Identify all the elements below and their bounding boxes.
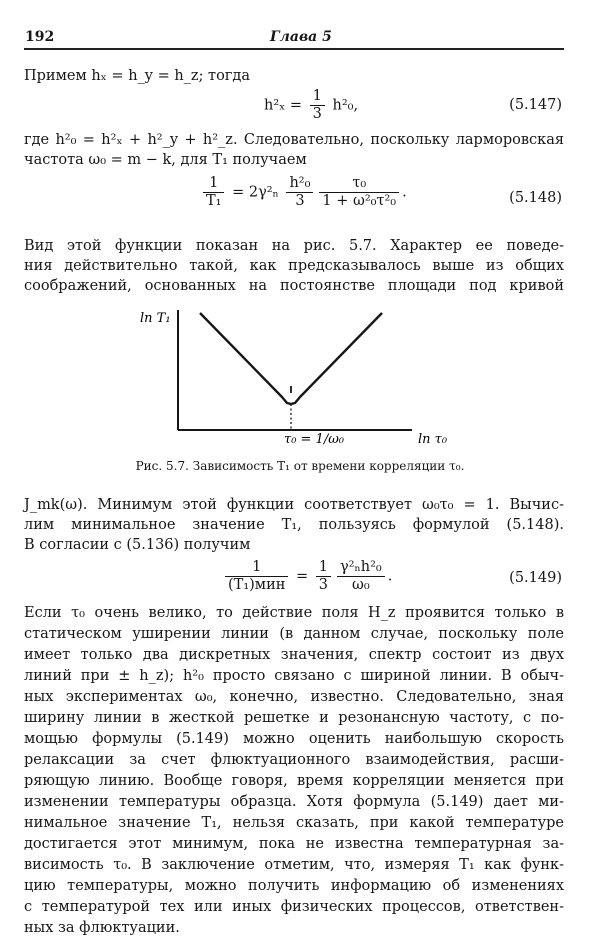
text-line: изменении температуры образца. Хотя формула (5.149) дает ми- bbox=[24, 794, 564, 810]
text-line: ных экспериментах ω₀, конечно, известно. Следовательно, зная bbox=[24, 689, 564, 705]
eq-149-c-num: 1 bbox=[316, 559, 331, 577]
eq-148-lhs-num: 1 bbox=[203, 175, 224, 193]
text-line: мощью формулы (5.149) можно оценить наибольшую скорость bbox=[24, 731, 564, 747]
eq-148-h-num: h²₀ bbox=[286, 175, 313, 193]
eq-147-den: 3 bbox=[312, 106, 322, 122]
eq-149-end: . bbox=[387, 568, 393, 585]
y-axis-label: ln T₁ bbox=[140, 311, 171, 326]
eq-148-lhs-den: T₁ bbox=[206, 193, 222, 209]
equation-number-5-149: (5.149) bbox=[509, 570, 562, 586]
eq-148-h-den: 3 bbox=[295, 193, 305, 209]
text-line: достигается этот минимум, пока не известна температурная за- bbox=[24, 836, 564, 852]
eq-147-num: 1 bbox=[310, 88, 325, 106]
equation-5-149 bbox=[222, 559, 392, 594]
text-line: В согласии с (5.136) получим bbox=[24, 537, 251, 553]
text-line: ширину линии в жесткой решетке и резонансную частоту, с по- bbox=[24, 710, 564, 726]
figure-5-7 bbox=[0, 300, 600, 460]
text-line: с температурой тех или иных физических процессов, ответствен- bbox=[24, 899, 564, 915]
eq-147-lhs: h²ₓ = bbox=[264, 97, 307, 114]
eq-148-t-den: 1 + ω²₀τ²₀ bbox=[322, 193, 397, 209]
intro-line: Примем hₓ = h_y = h_z; тогда bbox=[24, 68, 250, 84]
x-axis-label: ln τ₀ bbox=[418, 432, 448, 447]
text-line: нимальное значение T₁, нельзя сказать, при какой температуре bbox=[24, 815, 564, 831]
eq-149-lhs-den: (T₁)мин bbox=[228, 577, 286, 593]
text-line: имеет только два дискретных значения, спектр состоит из двух bbox=[24, 647, 564, 663]
text-line: Если τ₀ очень велико, то действие поля H_z проявится только в bbox=[24, 605, 564, 621]
equation-5-148 bbox=[200, 175, 407, 210]
page-number: 192 bbox=[25, 29, 55, 45]
figure-caption: Рис. 5.7. Зависимость T₁ от времени корреляции τ₀. bbox=[135, 459, 465, 473]
eq-149-r-num: γ²ₙh²₀ bbox=[337, 559, 385, 577]
eq-147-rhs: h²₀, bbox=[327, 97, 359, 114]
text-line: соображений, основанных на постоянстве площади под кривой bbox=[24, 278, 564, 294]
text-line: Вид этой функции показан на рис. 5.7. Характер ее поведе- bbox=[24, 238, 564, 254]
text-line: висимость τ₀. В заключение отметим, что, измеряя T₁ как функ- bbox=[24, 857, 564, 873]
text-line: частота ω₀ = m − k, для T₁ получаем bbox=[24, 152, 307, 168]
eq-149-eq: = bbox=[291, 568, 313, 585]
text-line: J_mk(ω). Минимум этой функции соответствует ω₀τ₀ = 1. Вычис- bbox=[24, 497, 564, 513]
text-line: ряющую линию. Вообще говоря, время корреляции меняется при bbox=[24, 773, 564, 789]
eq-149-lhs-num: 1 bbox=[225, 559, 288, 577]
equation-number-5-148: (5.148) bbox=[509, 190, 562, 206]
text-line: лим минимальное значение T₁, пользуясь формулой (5.148). bbox=[24, 517, 564, 533]
text-line: цию температуры, можно получить информацию об изменениях bbox=[24, 878, 564, 894]
text-line: статическом уширении линии (в данном случае, поскольку поле bbox=[24, 626, 564, 642]
eq-149-r-den: ω₀ bbox=[352, 577, 370, 593]
text-line: линий при ± h_z); h²₀ просто связано с шириной линии. В обыч- bbox=[24, 668, 564, 684]
text-line: где h²₀ = h²ₓ + h²_y + h²_z. Следовательно, поскольку ларморовская bbox=[24, 132, 564, 148]
header-rule bbox=[24, 48, 564, 50]
equation-number-5-147: (5.147) bbox=[509, 97, 562, 113]
eq-149-c-den: 3 bbox=[318, 577, 329, 593]
equation-5-147 bbox=[264, 88, 358, 123]
text-line: релаксации за счет флюктуационного взаимодействия, расши- bbox=[24, 752, 564, 768]
eq-148-eq: = 2γ²ₙ bbox=[227, 184, 284, 201]
minimum-label: τ₀ = 1/ω₀ bbox=[284, 432, 345, 447]
chapter-title: Глава 5 bbox=[270, 29, 332, 45]
eq-148-t-num: τ₀ bbox=[319, 175, 399, 193]
eq-148-end: . bbox=[402, 184, 407, 201]
text-line: ния действительно такой, как предсказывалось выше из общих bbox=[24, 258, 564, 274]
text-line: ных за флюктуации. bbox=[24, 920, 180, 936]
